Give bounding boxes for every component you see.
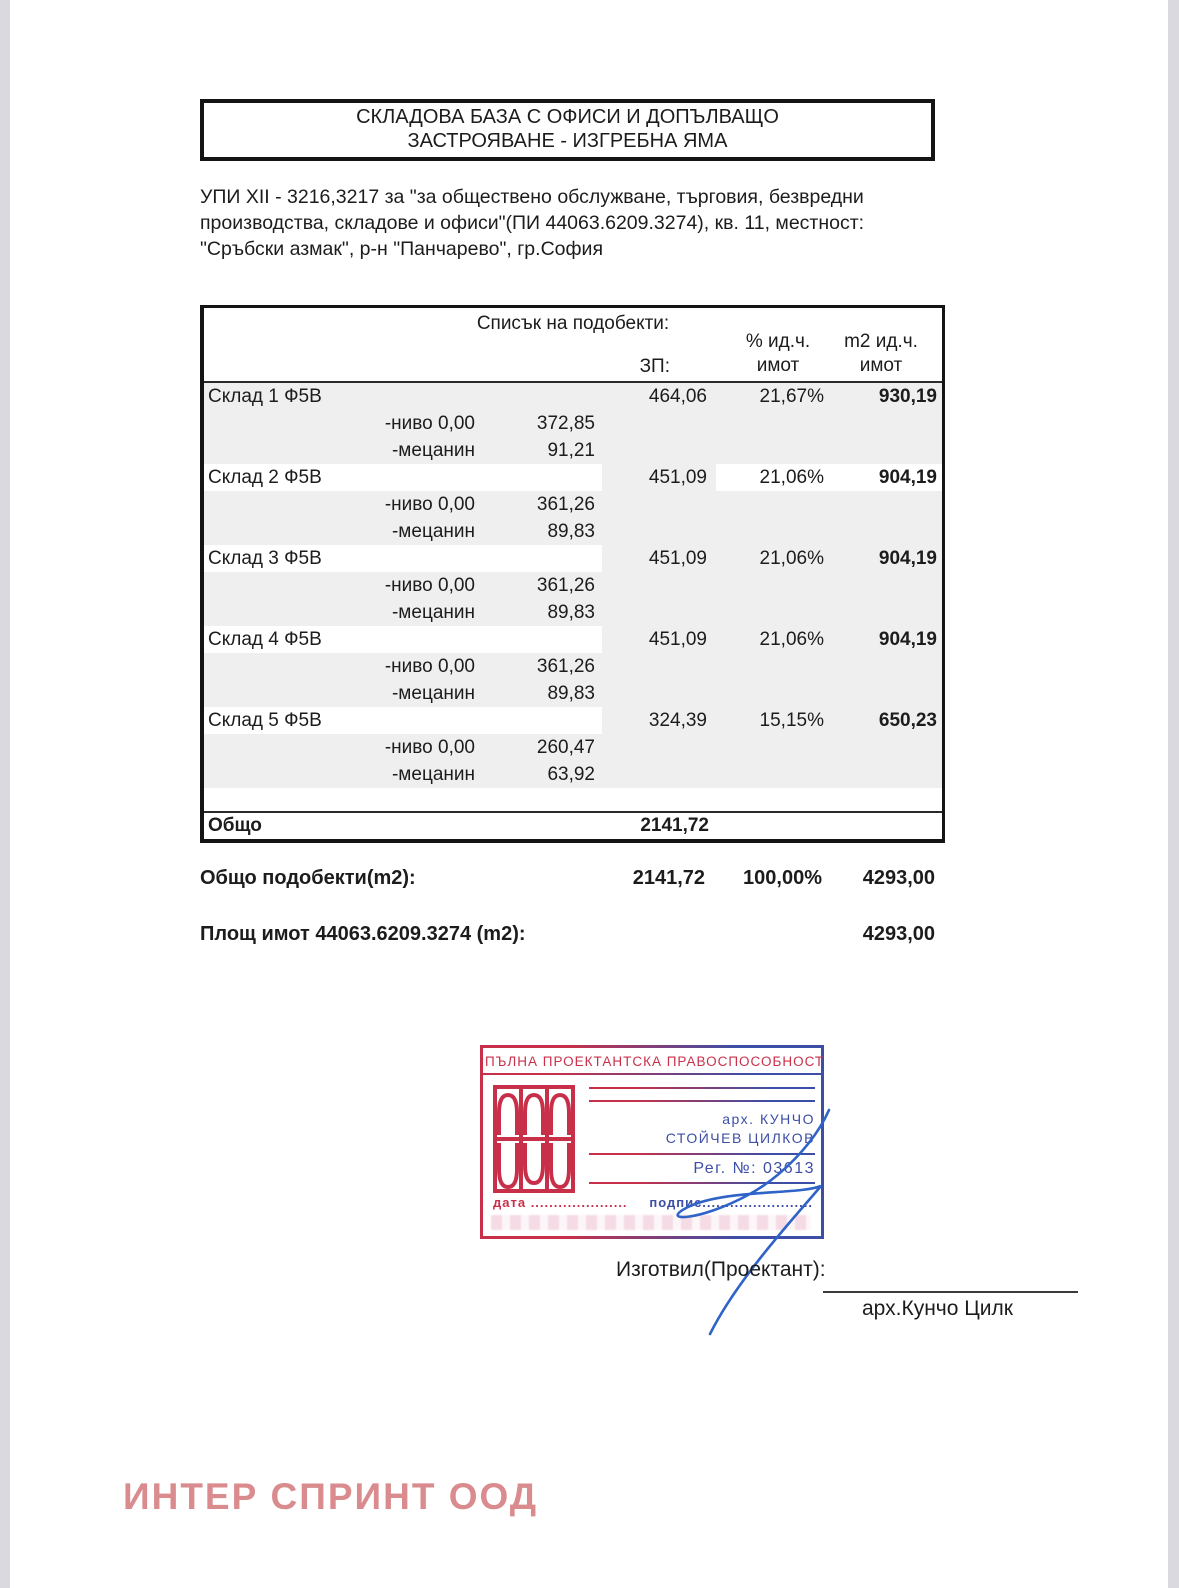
sublevel-name: -ниво 0,00 bbox=[384, 494, 475, 515]
table-row bbox=[204, 545, 942, 572]
title-box bbox=[200, 99, 935, 161]
m2-value: 904,19 bbox=[878, 629, 937, 650]
m2-value: 650,23 bbox=[878, 710, 937, 731]
sublevel-name: -мецанин bbox=[391, 521, 475, 542]
stamp-faded-serial bbox=[491, 1215, 811, 1230]
table-total-row bbox=[204, 811, 942, 839]
sublevel-name: -мецанин bbox=[391, 602, 475, 623]
pct-value: 21,67% bbox=[759, 386, 824, 407]
property-description bbox=[200, 184, 920, 262]
sublevel-name: -мецанин bbox=[391, 683, 475, 704]
stamp-rule bbox=[589, 1182, 815, 1184]
sublevel-name: -мецанин bbox=[391, 764, 475, 785]
table-subrow bbox=[204, 734, 942, 761]
zp-value: 451,09 bbox=[648, 629, 707, 650]
summary-label: Общо подобекти(m2): bbox=[200, 867, 416, 889]
stamp-architect-name: арх. КУНЧО СТОЙЧЕВ ЦИЛКОВ bbox=[665, 1111, 815, 1146]
stamp-signature-label: подпис........................ bbox=[649, 1195, 813, 1210]
sublevel-value: 89,83 bbox=[547, 683, 595, 704]
summary-m2-value: 4293,00 bbox=[862, 867, 935, 889]
zp-value: 451,09 bbox=[648, 467, 707, 488]
title-line-2: ЗАСТРОЯВАНЕ - ИЗГРЕБНА ЯМА bbox=[407, 130, 728, 152]
warehouse-label: Склад 2 Ф5В bbox=[208, 467, 322, 488]
sublevel-value: 63,92 bbox=[547, 764, 595, 785]
table-subrow bbox=[204, 599, 942, 626]
stamp-title: ПЪЛНА ПРОЕКТАНТСКА ПРАВОСПОСОБНОСТ bbox=[485, 1054, 825, 1069]
description-line: УПИ XII - 3216,3217 за "за обществено обслужване, търговия, безвредни bbox=[200, 186, 864, 208]
table-subrow bbox=[204, 410, 942, 437]
table-row bbox=[204, 464, 942, 491]
column-header-zp: ЗП: bbox=[639, 356, 670, 377]
warehouse-label: Склад 3 Ф5В bbox=[208, 548, 322, 569]
description-line: производства, складове и офиси"(ПИ 44063.6209.3274), кв. 11, местност: bbox=[200, 212, 865, 234]
table-row bbox=[204, 626, 942, 653]
summary-zp-value: 2141,72 bbox=[632, 867, 705, 889]
m2-value: 904,19 bbox=[878, 548, 937, 569]
sublevel-name: -ниво 0,00 bbox=[384, 656, 475, 677]
table-subrow bbox=[204, 653, 942, 680]
sublevel-value: 260,47 bbox=[536, 737, 595, 758]
table-subrow bbox=[204, 437, 942, 464]
total-label: Общо bbox=[208, 815, 262, 836]
table-body bbox=[204, 383, 942, 788]
sublevel-value: 89,83 bbox=[547, 602, 595, 623]
prepared-by-name: арх.Кунчо Цилк bbox=[862, 1297, 1013, 1320]
title-line-1: СКЛАДОВА БАЗА С ОФИСИ И ДОПЪЛВАЩО bbox=[356, 106, 779, 128]
table-spacer bbox=[204, 788, 942, 811]
stamp-rule bbox=[589, 1100, 815, 1102]
table-subrow bbox=[204, 680, 942, 707]
table-subrow bbox=[204, 518, 942, 545]
sublevel-value: 361,26 bbox=[536, 656, 595, 677]
zp-value: 464,06 bbox=[648, 386, 707, 407]
column-header-m2: m2 ид.ч. имот bbox=[844, 331, 918, 376]
table-subrow bbox=[204, 572, 942, 599]
stamp-rule bbox=[589, 1087, 815, 1089]
table-row bbox=[204, 383, 942, 410]
table-row bbox=[204, 707, 942, 734]
sublevel-value: 91,21 bbox=[547, 440, 595, 461]
viewer-left-edge bbox=[0, 0, 10, 1588]
table-subrow bbox=[204, 761, 942, 788]
summary-label: Площ имот 44063.6209.3274 (m2): bbox=[200, 923, 526, 945]
sublevel-value: 361,26 bbox=[536, 494, 595, 515]
summary-subobjects-row bbox=[200, 864, 944, 892]
zp-value: 324,39 bbox=[648, 710, 707, 731]
table-header bbox=[204, 308, 942, 383]
description-line: "Сръбски азмак", р-н "Панчарево", гр.София bbox=[200, 238, 603, 260]
pct-value: 15,15% bbox=[759, 710, 824, 731]
kab-logo-icon bbox=[491, 1083, 583, 1200]
total-zp-value: 2141,72 bbox=[640, 815, 709, 836]
subobjects-table bbox=[200, 305, 945, 843]
stamp-registration-number: Рег. №: 03613 bbox=[693, 1160, 815, 1177]
pct-value: 21,06% bbox=[759, 548, 824, 569]
table-subrow bbox=[204, 491, 942, 518]
m2-value: 904,19 bbox=[878, 467, 937, 488]
summary-m2-value: 4293,00 bbox=[862, 923, 935, 945]
stamp-date-label: дата ..................... bbox=[493, 1195, 628, 1210]
sublevel-name: -мецанин bbox=[391, 440, 475, 461]
sublevel-value: 89,83 bbox=[547, 521, 595, 542]
pct-value: 21,06% bbox=[759, 467, 824, 488]
viewer-right-edge bbox=[1168, 0, 1179, 1588]
sublevel-name: -ниво 0,00 bbox=[384, 737, 475, 758]
watermark-text: ИНТЕР СПРИНТ ООД bbox=[123, 1476, 539, 1517]
signature-line bbox=[823, 1291, 1078, 1293]
prepared-by-label: Изготвил(Проектант): bbox=[616, 1258, 826, 1281]
sublevel-value: 361,26 bbox=[536, 575, 595, 596]
warehouse-label: Склад 5 Ф5В bbox=[208, 710, 322, 731]
summary-plot-row bbox=[200, 920, 944, 948]
pct-value: 21,06% bbox=[759, 629, 824, 650]
stamp-rule bbox=[589, 1153, 815, 1155]
architect-stamp bbox=[480, 1045, 824, 1239]
summary-pct-value: 100,00% bbox=[743, 867, 822, 889]
warehouse-label: Склад 4 Ф5В bbox=[208, 629, 322, 650]
sublevel-name: -ниво 0,00 bbox=[384, 413, 475, 434]
column-header-pct: % ид.ч. имот bbox=[745, 331, 811, 376]
table-caption: Списък на подобекти: bbox=[476, 313, 670, 334]
zp-value: 451,09 bbox=[648, 548, 707, 569]
warehouse-label: Склад 1 Ф5В bbox=[208, 386, 322, 407]
sublevel-name: -ниво 0,00 bbox=[384, 575, 475, 596]
sublevel-value: 372,85 bbox=[536, 413, 595, 434]
m2-value: 930,19 bbox=[878, 386, 937, 407]
